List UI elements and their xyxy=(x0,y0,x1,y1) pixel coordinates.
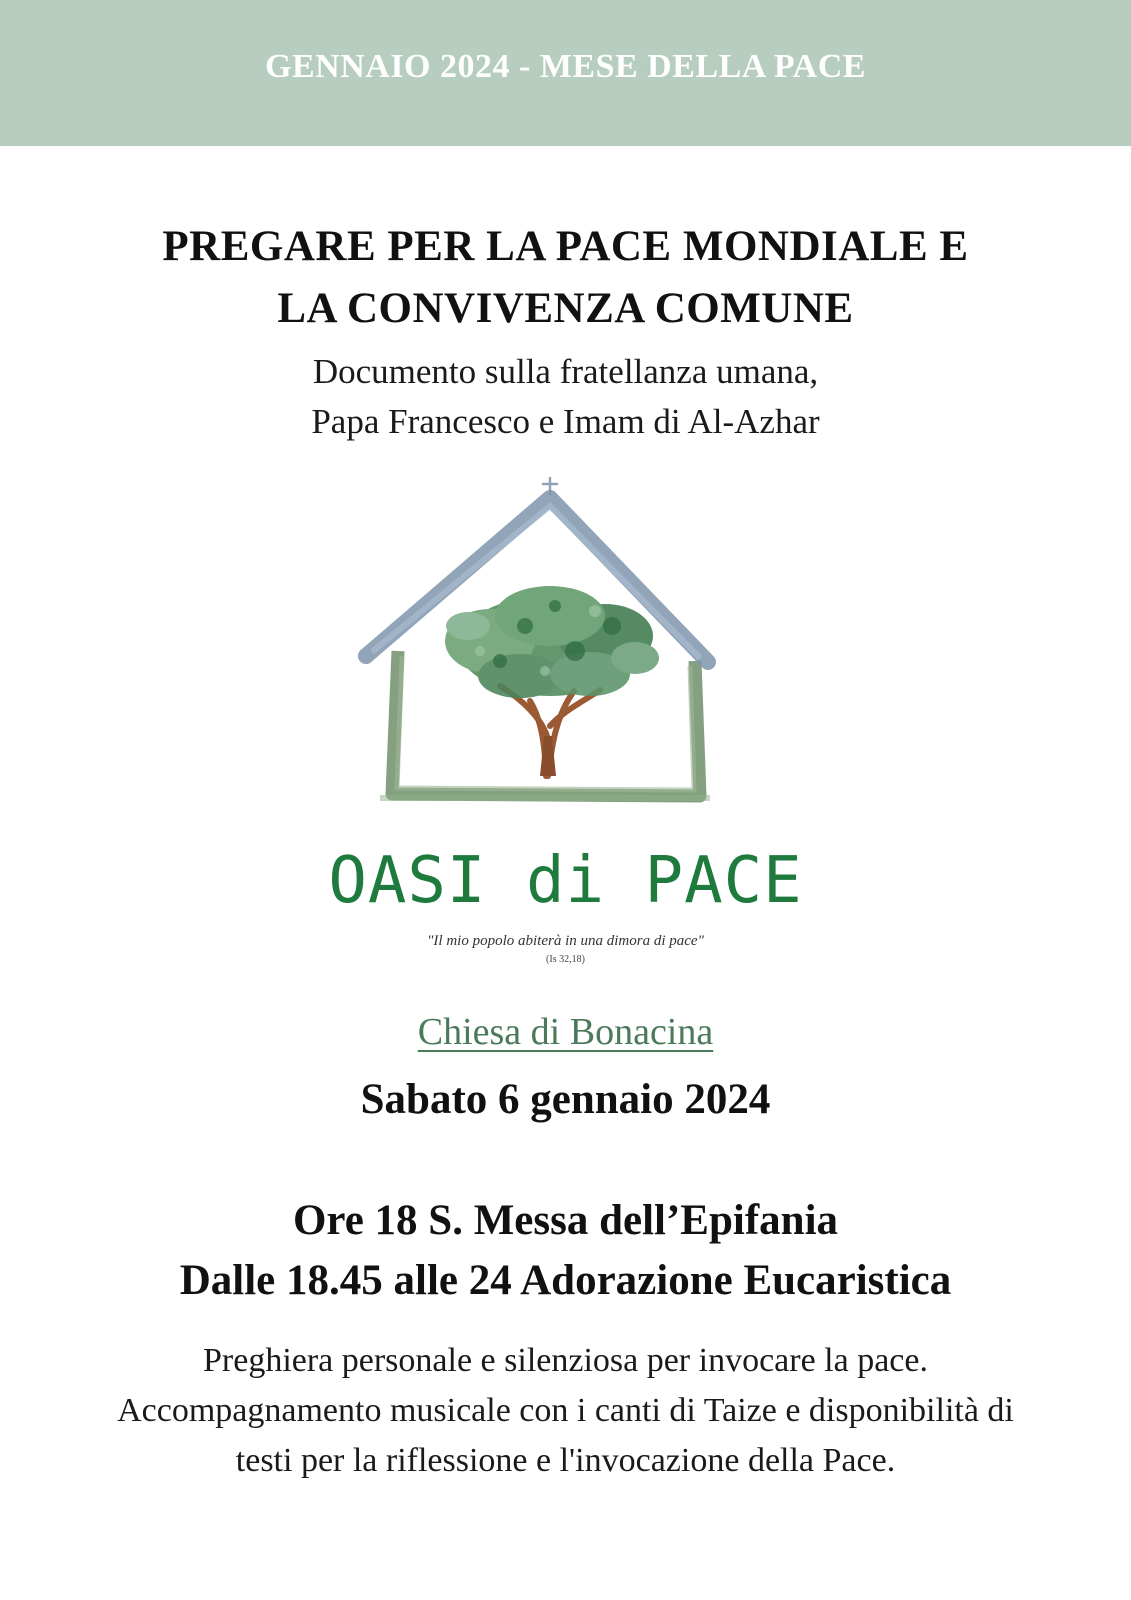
house-with-tree-icon xyxy=(350,476,730,826)
event-location: Chiesa di Bonacina xyxy=(417,1011,714,1053)
event-mass-time: Ore 18 S. Messa dell’Epifania xyxy=(292,1197,839,1244)
description-line-1: Preghiera personale e silenziosa per invocare la pace. xyxy=(203,1342,928,1379)
main-title-line-1: PREGARE PER LA PACE MONDIALE E xyxy=(162,223,969,270)
logo-quote-reference: (Is 32,18) xyxy=(546,954,585,965)
main-title-line-2: LA CONVIVENZA COMUNE xyxy=(277,285,854,332)
event-date: Sabato 6 gennaio 2024 xyxy=(360,1076,771,1123)
event-adoration-time: Dalle 18.45 alle 24 Adorazione Eucaristica xyxy=(179,1257,952,1304)
banner-title: GENNAIO 2024 - MESE DELLA PACE xyxy=(265,48,866,85)
logo-name: OASI di PACE xyxy=(328,844,803,918)
description-line-3: testi per la riflessione e l'invocazione della Pace. xyxy=(235,1442,896,1479)
subtitle-line-2: Papa Francesco e Imam di Al-Azhar xyxy=(311,402,820,441)
subtitle-line-1: Documento sulla fratellanza umana, xyxy=(312,352,819,391)
logo-quote: "Il mio popolo abiterà in una dimora di pace" xyxy=(427,933,704,949)
description-line-2: Accompagnamento musicale con i canti di Taize e disponibilità di xyxy=(117,1392,1014,1429)
